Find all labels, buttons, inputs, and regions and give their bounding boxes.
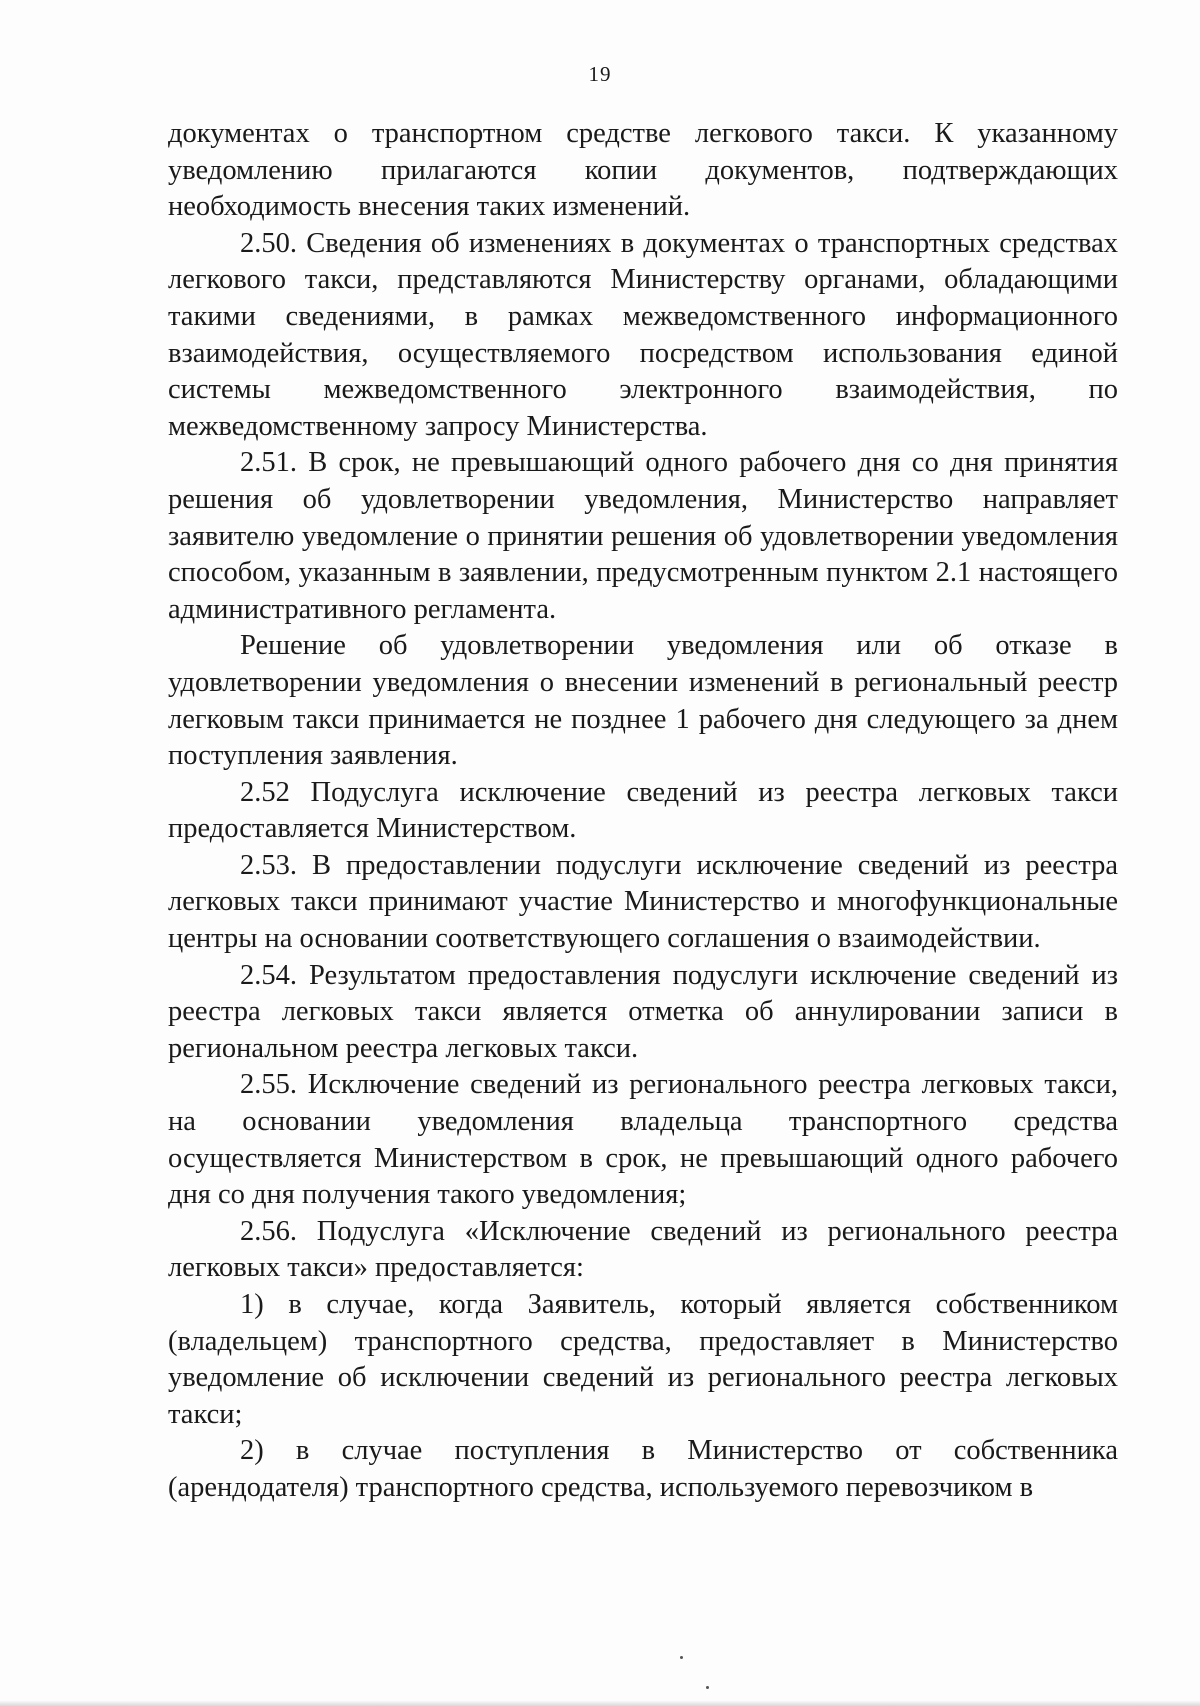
paragraph-2-54: 2.54. Результатом предоставления подуслуги исключение сведений из реестра легковых такси является отметка об аннулировании записи в региональном реестра легковых такси. xyxy=(168,959,1118,1064)
paragraph-2-50: 2.50. Сведения об изменениях в документах о транспортных средствах легкового такси, представляются Министерству органами, обладающими такими сведениями, в рамках межведомственного информационного взаимодействия, осуществляемого посредством использования единой системы межведомственного электронного взаимодействия, по межведомственному запросу Министерства. xyxy=(168,227,1118,442)
page-number: 19 xyxy=(588,62,612,86)
scan-bottom-edge xyxy=(0,1700,1200,1706)
scan-speck xyxy=(706,1686,709,1689)
paragraph-item-1: 1) в случае, когда Заявитель, который является собственником (владельцем) транспортного средства, предоставляет в Министерство уведомление об исключении сведений из регионального реестра легковых такси; xyxy=(168,1289,1118,1430)
paragraph-continuation: документах о транспортном средстве легкового такси. К указанному уведомлению прилагаются копии документов, подтверждающих необходимость внесения таких изменений. xyxy=(168,118,1118,223)
paragraph-2-52: 2.52 Подуслуга исключение сведений из реестра легковых такси предоставляется Министерством. xyxy=(168,776,1118,845)
paragraph-2-53: 2.53. В предоставлении подуслуги исключение сведений из реестра легковых такси принимают участие Министерство и многофункциональные центры на основании соответствующего соглашения о взаимодействии. xyxy=(168,849,1118,955)
paragraph-decision: Решение об удовлетворении уведомления или об отказе в удовлетворении уведомления о внесении изменений в региональный реестр легковым такси принимается не позднее 1 рабочего дня следующего за днем поступления заявления. xyxy=(168,630,1118,772)
document-body xyxy=(168,116,1118,1507)
paragraph-2-55: 2.55. Исключение сведений из регионального реестра легковых такси, на основании уведомления владельца транспортного средства осуществляется Министерством в срок, не превышающий одного рабочего дня со дня получения такого уведомления; xyxy=(168,1069,1118,1211)
paragraph-item-2: 2) в случае поступления в Министерство от собственника (арендодателя) транспортного средства, используемого перевозчиком в xyxy=(168,1435,1118,1503)
paragraph-2-56: 2.56. Подуслуга «Исключение сведений из регионального реестра легковых такси» предоставляется: xyxy=(168,1215,1118,1284)
scan-speck xyxy=(680,1656,683,1659)
paragraph-2-51: 2.51. В срок, не превышающий одного рабочего дня со дня принятия решения об удовлетворении уведомления, Министерство направляет заявителю уведомление о принятии решения об удовлетворении уведомления способом, указанным в заявлении, предусмотренным пунктом 2.1 настоящего административного регламента. xyxy=(168,447,1118,625)
